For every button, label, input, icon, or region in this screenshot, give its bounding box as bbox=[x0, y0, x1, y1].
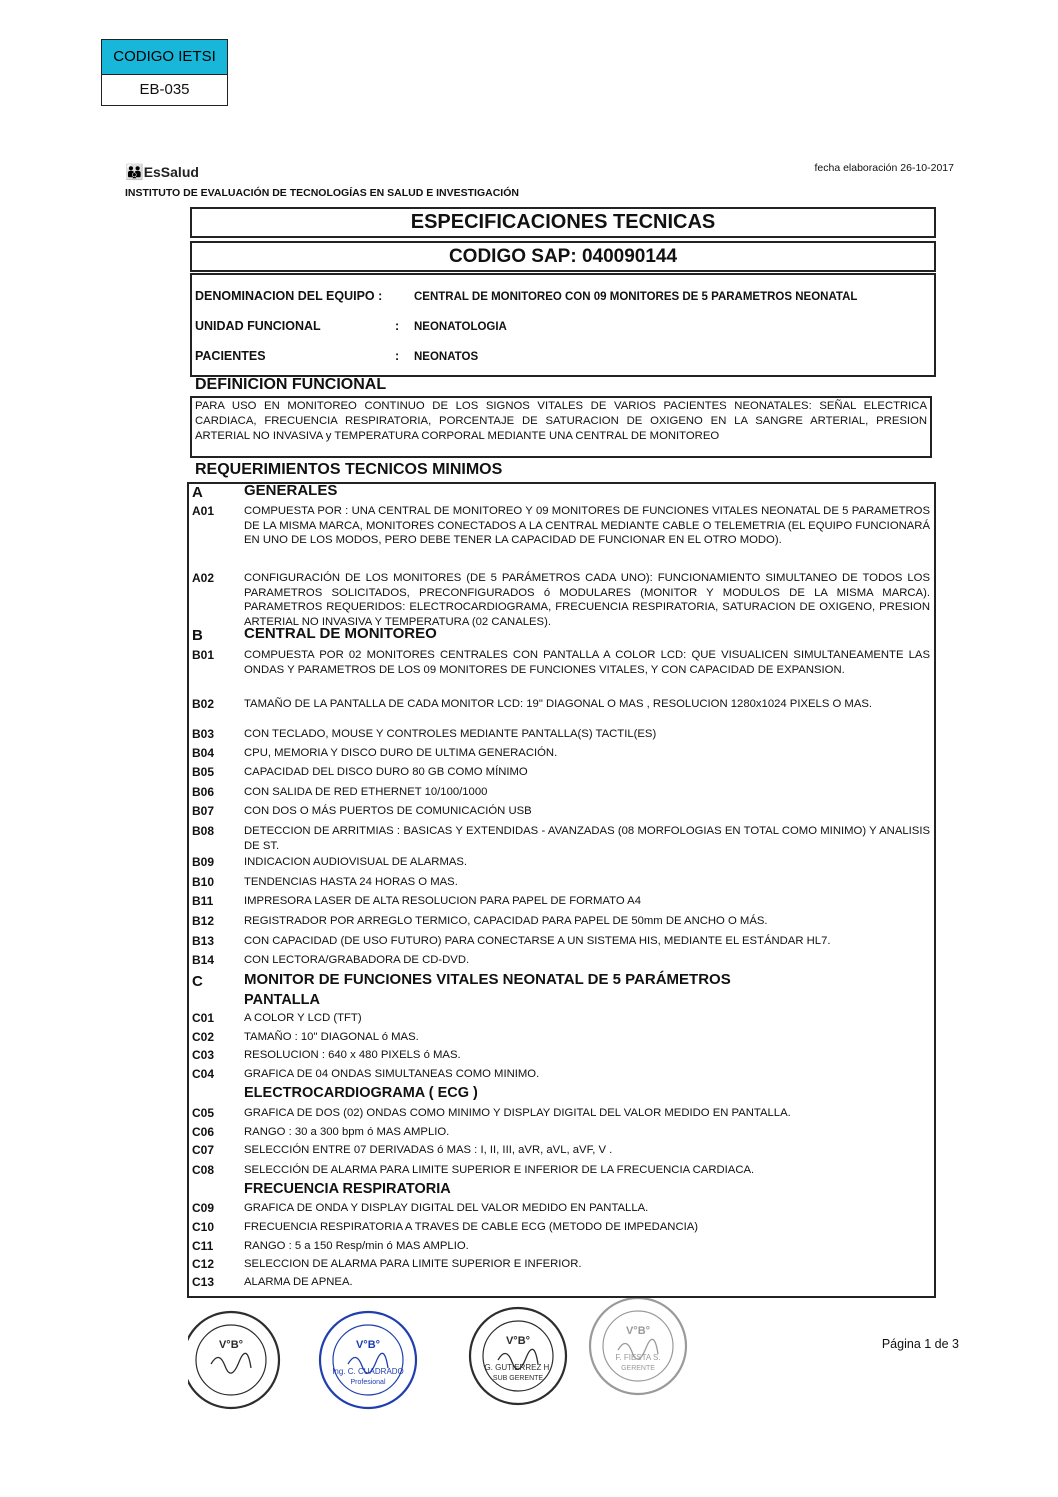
sap-code: CODIGO SAP: 040090144 bbox=[190, 241, 936, 272]
requirement-text: GRAFICA DE ONDA Y DISPLAY DIGITAL DEL VALOR MEDIDO EN PANTALLA. bbox=[244, 1202, 649, 1214]
requirement-text: SELECCIÓN DE ALARMA PARA LIMITE SUPERIOR E INFERIOR DE LA FRECUENCIA CARDIACA. bbox=[244, 1164, 755, 1176]
requirement-code: B04 bbox=[192, 746, 215, 760]
functional-unit-value: NEONATOLOGIA bbox=[414, 321, 507, 333]
requirement-text: TAMAÑO : 10" DIAGONAL ó MAS. bbox=[244, 1031, 419, 1043]
stamp-text: SUB GERENTE bbox=[492, 1375, 544, 1382]
requirement-code: C13 bbox=[192, 1275, 215, 1289]
stamp-text: GERENTE bbox=[621, 1365, 655, 1372]
requirement-text: SELECCIÓN ENTRE 07 DERIVADAS ó MAS : I, II, III, aVR, aVL, aVF, V . bbox=[244, 1144, 613, 1156]
requirement-code: B09 bbox=[192, 855, 215, 869]
requirement-code: A bbox=[192, 484, 203, 501]
stamp-text: F. FIESTA S. bbox=[615, 1353, 661, 1362]
approval-stamp bbox=[188, 1312, 279, 1408]
requirements-table bbox=[187, 482, 936, 1298]
ietsi-code-value: EB-035 bbox=[102, 75, 227, 105]
requirement-code: C03 bbox=[192, 1048, 215, 1062]
denomination-row bbox=[195, 289, 857, 303]
requirement-text: RESOLUCION : 640 x 480 PIXELS ó MAS. bbox=[244, 1049, 461, 1061]
requirement-code: C11 bbox=[192, 1239, 214, 1253]
requirement-text: ALARMA DE APNEA. bbox=[244, 1276, 353, 1288]
requirement-code: C07 bbox=[192, 1143, 215, 1157]
functional-unit-row: UNIDAD FUNCIONAL : NEONATOLOGIA bbox=[195, 319, 507, 333]
requirement-text: CONFIGURACIÓN DE LOS MONITORES (DE 5 PARÁMETROS CADA UNO): FUNCIONAMIENTO SIMULTANEO DE TODOS LOS PARAMETROS SOLICITADOS, PRECONFIGURADOS ó MODULARES (MONITOR Y MODULOS DE LA MISMA MARCA). PARAMETROS REQUERIDOS: ELECTROCARDIOGRAMA, FRECUENCIA RESPIRATORIA, SATURACION DE OXIGENO, PRESION ARTERIAL NO INVASIVA Y TEMPERATURA (02 CANALES). bbox=[244, 572, 930, 628]
requirement-code: B01 bbox=[192, 648, 215, 662]
requirements-title: REQUERIMIENTOS TECNICOS MINIMOS bbox=[195, 461, 503, 478]
requirement-text: TENDENCIAS HASTA 24 HORAS O MAS. bbox=[244, 876, 458, 888]
requirement-text: CON CAPACIDAD (DE USO FUTURO) PARA CONECTARSE A UN SISTEMA HIS, MEDIANTE EL ESTÁNDAR HL7. bbox=[244, 935, 831, 947]
requirement-code: C08 bbox=[192, 1163, 215, 1177]
equipment-denomination bbox=[190, 273, 936, 377]
requirement-code: C04 bbox=[192, 1067, 215, 1081]
stamp-text: G. GUTIERREZ H. bbox=[484, 1363, 552, 1372]
page-number: Página 1 de 3 bbox=[881, 1337, 959, 1351]
requirement-code: B bbox=[192, 627, 203, 644]
people-icon: 👪 bbox=[125, 164, 142, 181]
functional-definition-title: DEFINICION FUNCIONAL bbox=[195, 376, 387, 393]
requirement-text: SELECCION DE ALARMA PARA LIMITE SUPERIOR E INFERIOR. bbox=[244, 1258, 582, 1270]
requirement-code: B14 bbox=[192, 953, 215, 967]
stamp-heading: V°B° bbox=[625, 1325, 651, 1337]
requirement-text: GRAFICA DE DOS (02) ONDAS COMO MINIMO Y DISPLAY DIGITAL DEL VALOR MEDIDO EN PANTALLA. bbox=[244, 1107, 791, 1119]
signature-scribble bbox=[211, 1353, 251, 1373]
approval-stamp bbox=[320, 1312, 416, 1408]
requirement-text: CON DOS O MÁS PUERTOS DE COMUNICACIÓN USB bbox=[244, 805, 532, 817]
requirement-code: B07 bbox=[192, 804, 215, 818]
ietsi-code-label: CODIGO IETSI bbox=[102, 40, 227, 75]
requirement-code: B08 bbox=[192, 824, 215, 838]
requirement-text: CON LECTORA/GRABADORA DE CD-DVD. bbox=[244, 954, 470, 966]
stamp-text: Profesional bbox=[350, 1379, 386, 1386]
denomination-label: DENOMINACION DEL EQUIPO : bbox=[195, 289, 383, 303]
requirement-text: GRAFICA DE 04 ONDAS SIMULTANEAS COMO MINIMO. bbox=[244, 1068, 540, 1080]
requirement-code: C05 bbox=[192, 1106, 215, 1120]
stamp-heading: V°B° bbox=[355, 1339, 381, 1351]
requirement-text: CON SALIDA DE RED ETHERNET 10/100/1000 bbox=[244, 786, 488, 798]
requirement-text: ELECTROCARDIOGRAMA ( ECG ) bbox=[244, 1085, 478, 1101]
requirement-text: REGISTRADOR POR ARREGLO TERMICO, CAPACIDAD PARA PAPEL DE 50mm DE ANCHO O MÁS. bbox=[244, 915, 768, 927]
denomination-value: CENTRAL DE MONITOREO CON 09 MONITORES DE 5 PARAMETROS NEONATAL bbox=[414, 291, 858, 303]
approval-stamps bbox=[188, 1298, 708, 1418]
requirement-text: GENERALES bbox=[244, 482, 338, 499]
approval-stamp bbox=[470, 1308, 566, 1404]
requirement-code: C06 bbox=[192, 1125, 215, 1139]
requirement-text: MONITOR DE FUNCIONES VITALES NEONATAL DE 5 PARÁMETROS bbox=[244, 971, 731, 988]
stamp-heading: V°B° bbox=[505, 1335, 531, 1347]
patients-label: PACIENTES bbox=[195, 349, 266, 363]
requirement-code: A01 bbox=[192, 504, 215, 518]
institute-name: INSTITUTO DE EVALUACIÓN DE TECNOLOGÍAS EN SALUD E INVESTIGACIÓN bbox=[125, 187, 519, 199]
requirement-code: B05 bbox=[192, 765, 215, 779]
ietsi-code-box bbox=[101, 39, 228, 106]
requirement-code: C10 bbox=[192, 1220, 215, 1234]
requirement-code: C12 bbox=[192, 1257, 215, 1271]
requirement-code: B10 bbox=[192, 875, 215, 889]
requirement-code: A02 bbox=[192, 571, 215, 585]
stamp-text: Ing. C. CUADRADO bbox=[332, 1367, 404, 1376]
requirement-text: FRECUENCIA RESPIRATORIA bbox=[244, 1181, 451, 1197]
essalud-logo bbox=[125, 163, 199, 181]
approval-stamp bbox=[590, 1298, 686, 1394]
requirement-code: B13 bbox=[192, 934, 215, 948]
requirement-text: INDICACION AUDIOVISUAL DE ALARMAS. bbox=[244, 856, 468, 868]
requirement-code: C02 bbox=[192, 1030, 215, 1044]
functional-definition-text: PARA USO EN MONITOREO CONTINUO DE LOS SIGNOS VITALES DE VARIOS PACIENTES NEONATALES: SEÑAL ELECTRICA CARDIACA, FRECUENCIA RESPIRATORIA, PORCENTAJE DE SATURACION DE OXIGENO EN LA SANGRE ARTERIAL, PRESION ARTERIAL NO INVASIVA y TEMPERATURA CORPORAL MEDIANTE UNA CENTRAL DE MONITOREO bbox=[190, 396, 932, 458]
requirement-text: CON TECLADO, MOUSE Y CONTROLES MEDIANTE PANTALLA(S) TACTIL(ES) bbox=[244, 728, 657, 740]
document-title: ESPECIFICACIONES TECNICAS bbox=[190, 207, 936, 238]
requirement-code: B06 bbox=[192, 785, 215, 799]
requirement-text: RANGO : 30 a 300 bpm ó MAS AMPLIO. bbox=[244, 1126, 450, 1138]
requirement-code: C01 bbox=[192, 1011, 215, 1025]
requirement-code: C09 bbox=[192, 1201, 215, 1215]
requirement-text: CAPACIDAD DEL DISCO DURO 80 GB COMO MÍNIMO bbox=[244, 766, 528, 778]
requirement-text: DETECCION DE ARRITMIAS : BASICAS Y EXTENDIDAS - AVANZADAS (08 MORFOLOGIAS EN TOTAL COMO MINIMO) Y ANALISIS DE ST. bbox=[244, 825, 930, 852]
requirement-text: CPU, MEMORIA Y DISCO DURO DE ULTIMA GENERACIÓN. bbox=[244, 747, 558, 759]
requirement-code: C bbox=[192, 973, 203, 990]
requirement-text: CENTRAL DE MONITOREO bbox=[244, 625, 437, 642]
requirement-code: B11 bbox=[192, 894, 214, 908]
requirement-code: B02 bbox=[192, 697, 215, 711]
functional-unit-label: UNIDAD FUNCIONAL bbox=[195, 319, 321, 333]
requirement-text: IMPRESORA LASER DE ALTA RESOLUCION PARA PAPEL DE FORMATO A4 bbox=[244, 895, 641, 907]
stamp-heading: V°B° bbox=[218, 1339, 244, 1351]
requirement-text: PANTALLA bbox=[244, 992, 320, 1008]
patients-value: NEONATOS bbox=[414, 351, 479, 363]
requirement-text: COMPUESTA POR : UNA CENTRAL DE MONITOREO Y 09 MONITORES DE FUNCIONES VITALES NEONATAL DE 5 PARAMETROS DE LA MISMA MARCA, MONITORES CONECTADOS A LA CENTRAL MEDIANTE CABLE O TELEMETRIA (EL EQUIPO FUNCIONARÁ EN UNO DE LOS MODOS, PERO DEBE TENER LA CAPACIDAD DE FUNCIONAR EN EL OTRO MODO). bbox=[244, 505, 930, 546]
requirement-text: A COLOR Y LCD (TFT) bbox=[244, 1012, 362, 1024]
requirement-code: B12 bbox=[192, 914, 215, 928]
requirement-text: COMPUESTA POR 02 MONITORES CENTRALES CON PANTALLA A COLOR LCD: QUE VISUALICEN SIMULTANEAMENTE LAS ONDAS Y PARAMETROS DE LOS 09 MONITORES DE FUNCIONES VITALES, Y CON CAPACIDAD DE EXPANSION. bbox=[244, 649, 930, 676]
elaboration-date: fecha elaboración 26-10-2017 bbox=[814, 162, 954, 174]
org-name: EsSalud bbox=[143, 164, 199, 180]
requirement-text: RANGO : 5 a 150 Resp/min ó MAS AMPLIO. bbox=[244, 1240, 469, 1252]
requirement-code: B03 bbox=[192, 727, 215, 741]
requirement-text: TAMAÑO DE LA PANTALLA DE CADA MONITOR LCD: 19" DIAGONAL O MAS , RESOLUCION 1280x1024 PIXELS O MAS. bbox=[244, 698, 873, 710]
patients-row: PACIENTES : NEONATOS bbox=[195, 349, 479, 363]
requirement-text: FRECUENCIA RESPIRATORIA A TRAVES DE CABLE ECG (METODO DE IMPEDANCIA) bbox=[244, 1221, 699, 1233]
